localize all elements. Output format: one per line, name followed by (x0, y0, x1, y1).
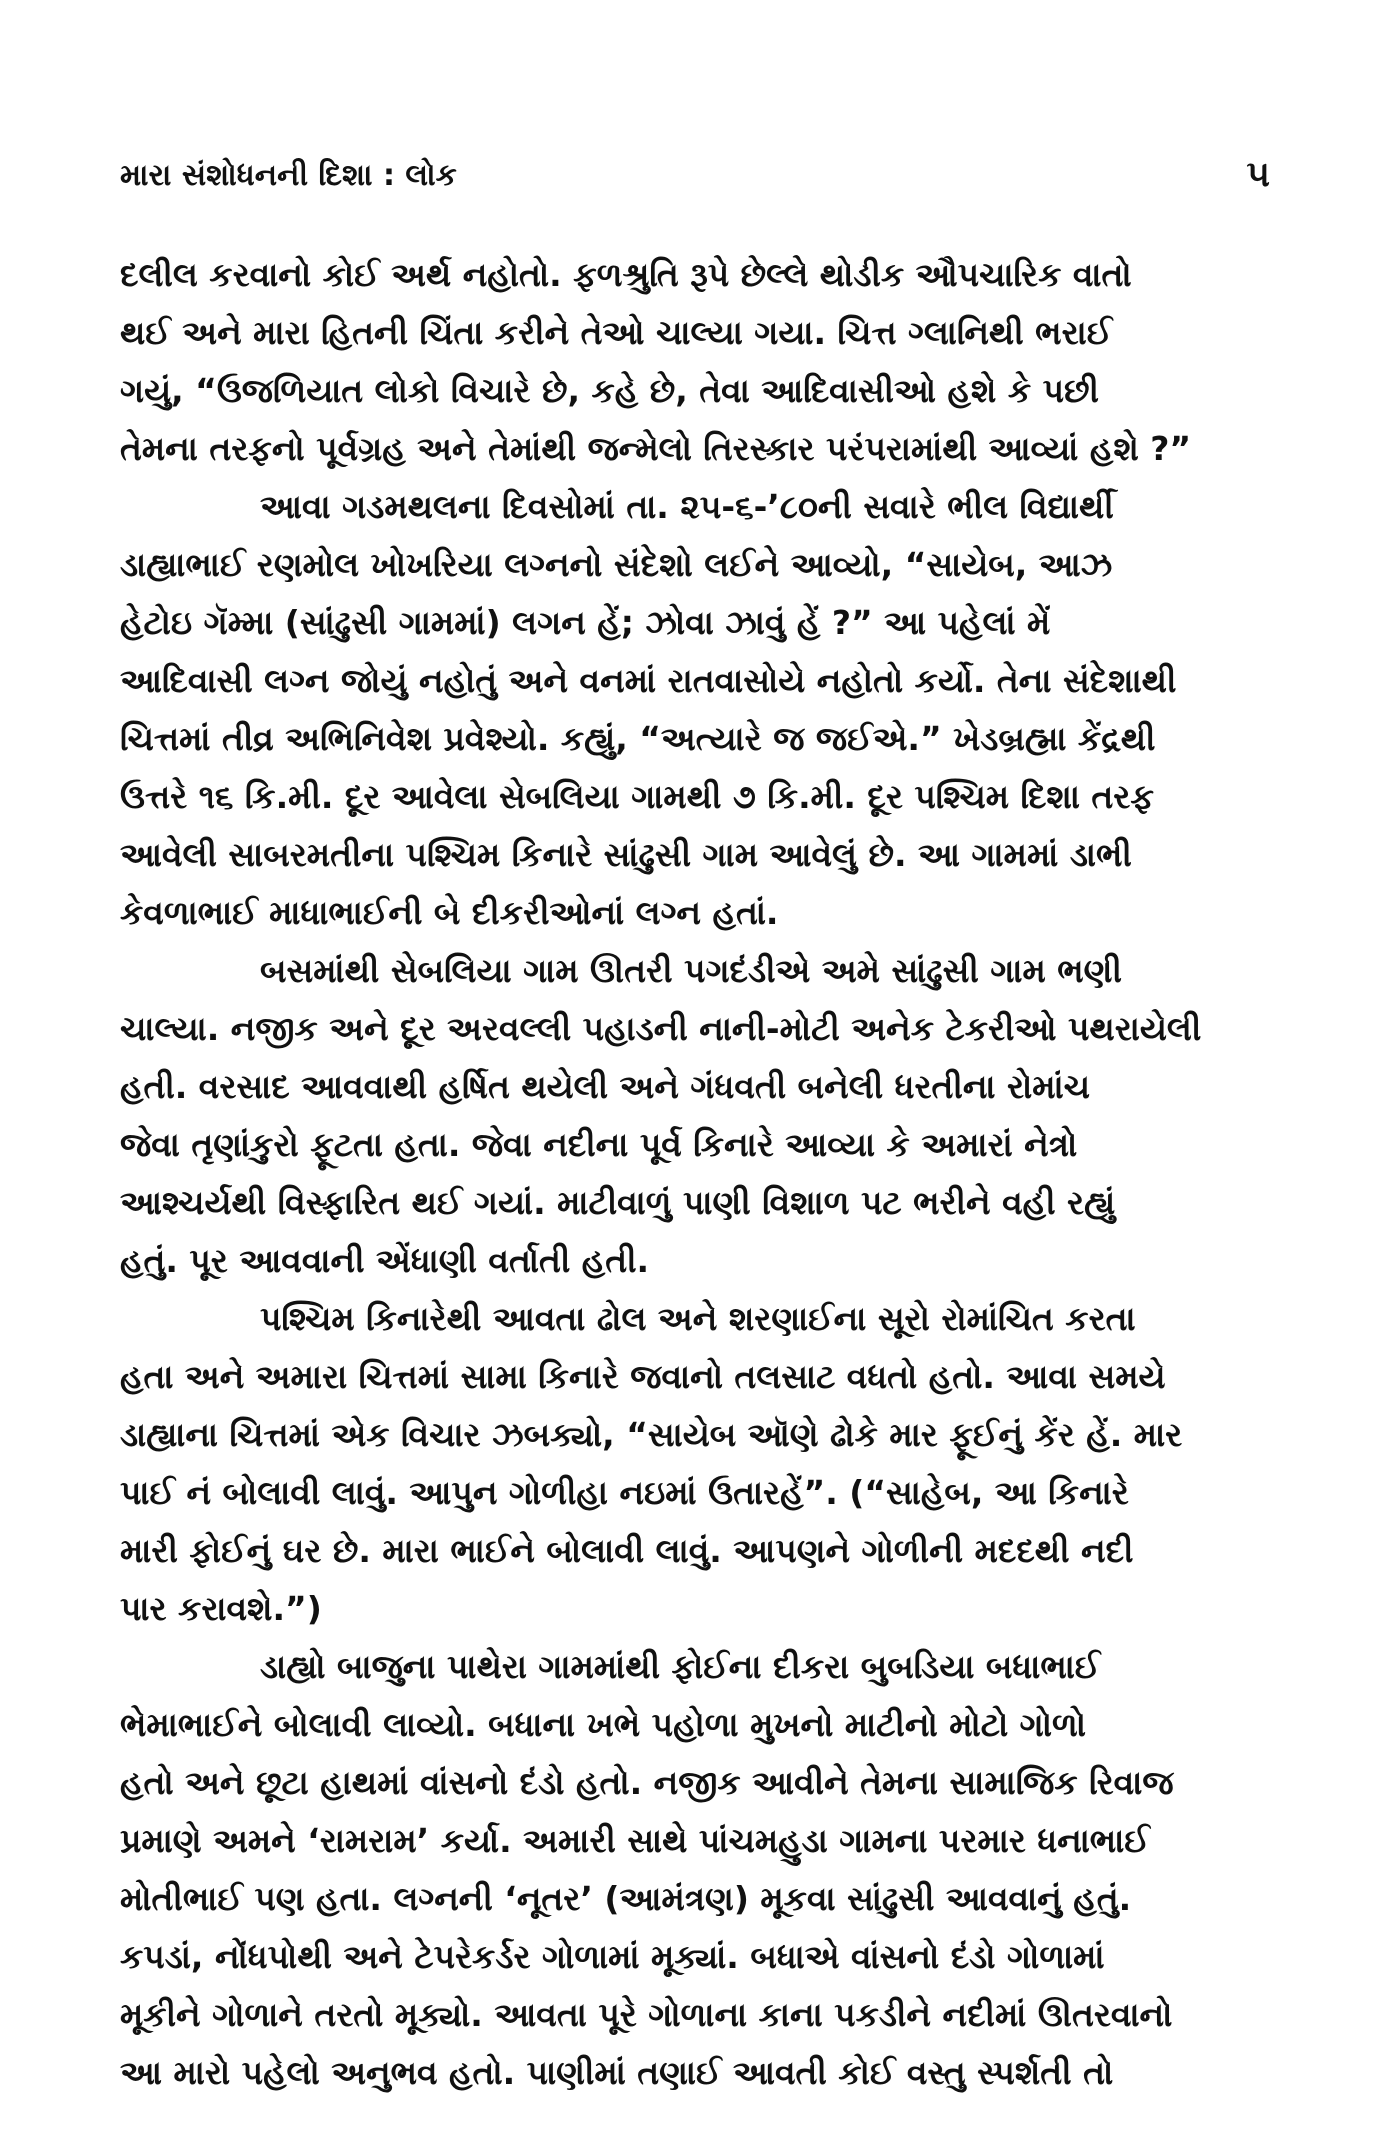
text-line: પ્રમાણે અમને ‘રામરામ’ કર્યા. અમારી સાથે પાંચમહુડા ગામના પરમાર ધનાભાઈ (120, 1821, 1150, 1860)
text-line: ચાલ્યા. નજીક અને દૂર અરવલ્લી પહાડની નાની-મોટી અનેક ટેકરીઓ પથરાયેલી (120, 1009, 1202, 1048)
text-line: ડાહ્યાના ચિત્તમાં એક વિચાર ઝબક્યો, “સાયેબ ઑણે ઢોકે માર ફૂઈનું કેંર હેં. માર (120, 1415, 1183, 1454)
text-line: જેવા તૃણાંકુરો ફૂટતા હતા. જેવા નદીના પૂર્વ કિનારે આવ્યા કે અમારાં નેત્રો (120, 1125, 1078, 1164)
paragraph-first-line: ડાહ્યો બાજુના પાથેરા ગામમાંથી ફોઈના દીકરા બુબડિયા બધાભાઈ (260, 1647, 1101, 1686)
text-line: હતા અને અમારા ચિત્તમાં સામા કિનારે જવાનો તલસાટ વધતો હતો. આવા સમયે (120, 1357, 1166, 1396)
paragraph-first-line: પશ્ચિમ કિનારેથી આવતા ઢોલ અને શરણાઈના સૂરો રોમાંચિત કરતા (260, 1299, 1136, 1338)
text-line: ભેમાભાઈને બોલાવી લાવ્યો. બધાના ખભે પહોળા મુખનો માટીનો મોટો ગોળો (120, 1705, 1087, 1744)
text-line: મોતીભાઈ પણ હતા. લગ્નની ‘નૂતર’ (આમંત્રણ) મૂકવા સાંઢુસી આવવાનું હતું. (120, 1879, 1132, 1918)
text-line: મૂકીને ગોળાને તરતો મૂક્યો. આવતા પૂરે ગોળાના કાના પકડીને નદીમાં ઊતરવાનો (120, 1995, 1173, 2034)
paragraph-first-line: આવા ગડમથલના દિવસોમાં તા. ૨૫-૬-’૮૦ની સવારે ભીલ વિદ્યાર્થી (260, 487, 1114, 526)
paragraph-first-line: બસમાંથી સેબલિયા ગામ ઊતરી પગદંડીએ અમે સાંઢુસી ગામ ભણી (260, 951, 1122, 990)
page-number: ૫ (1246, 154, 1270, 195)
text-line: આ મારો પહેલો અનુભવ હતો. પાણીમાં તણાઈ આવતી કોઈ વસ્તુ સ્પર્શતી તો (120, 2053, 1114, 2092)
text-line: આશ્ચર્યથી વિસ્ફારિત થઈ ગયાં. માટીવાળું પાણી વિશાળ પટ ભરીને વહી રહ્યું (120, 1183, 1116, 1222)
text-line: ચિત્તમાં તીવ્ર અભિનિવેશ પ્રવેશ્યો. કહ્યું, “અત્યારે જ જઈએ.” ખેડબ્રહ્મા કેંદ્રથી (120, 719, 1156, 758)
running-head-title: મારા સંશોધનની દિશા : લોક (120, 158, 457, 193)
text-line: ઉત્તરે ૧૬ કિ.મી. દૂર આવેલા સેબલિયા ગામથી ૭ કિ.મી. દૂર પશ્ચિમ દિશા તરફ (120, 777, 1154, 816)
body-text (120, 246, 1275, 2102)
text-line: ડાહ્યાભાઈ રણમોલ ખોખરિયા લગ્નનો સંદેશો લઈને આવ્યો, “સાયેબ, આઝ (120, 545, 1113, 584)
text-line: કપડાં, નોંધપોથી અને ટેપરેકર્ડર ગોળામાં મૂક્યાં. બધાએ વાંસનો દંડો ગોળામાં (120, 1937, 1105, 1976)
text-line: હેટોઇ ગૅમ્મા (સાંઢુસી ગામમાં) લગન હેં; ઝોવા ઝાવું હેં ?” આ પહેલાં મેં (120, 603, 1051, 642)
text-line: ગયું, “ઉજળિયાત લોકો વિચારે છે, કહે છે, તેવા આદિવાસીઓ હશે કે પછી (120, 371, 1099, 410)
text-line: પાર કરાવશે.”) (120, 1589, 322, 1628)
text-line: હતું. પૂર આવવાની એંધાણી વર્તાતી હતી. (120, 1241, 650, 1280)
text-line: પાઈ નં બોલાવી લાવું. આપુન ગોળીહા નઇમાં ઉતારહેં”. (“સાહેબ, આ કિનારે (120, 1473, 1129, 1512)
text-line: કેવળાભાઈ માધાભાઈની બે દીકરીઓનાં લગ્ન હતાં. (120, 893, 779, 932)
text-line: આવેલી સાબરમતીના પશ્ચિમ કિનારે સાંઢુસી ગામ આવેલું છે. આ ગામમાં ડાભી (120, 835, 1132, 874)
text-line: દલીલ કરવાનો કોઈ અર્થ નહોતો. ફળશ્રુતિ રૂપે છેલ્લે થોડીક ઔપચારિક વાતો (120, 255, 1132, 294)
text-line: તેમના તરફનો પૂર્વગ્રહ અને તેમાંથી જન્મેલો તિરસ્કાર પરંપરામાંથી આવ્યાં હશે ?” (120, 429, 1192, 468)
text-line: હતો અને છૂટા હાથમાં વાંસનો દંડો હતો. નજીક આવીને તેમના સામાજિક રિવાજ (120, 1763, 1174, 1802)
text-line: થઈ અને મારા હિતની ચિંતા કરીને તેઓ ચાલ્યા ગયા. ચિત્ત ગ્લાનિથી ભરાઈ (120, 313, 1113, 352)
text-line: હતી. વરસાદ આવવાથી હર્ષિત થયેલી અને ગંધવતી બનેલી ધરતીના રોમાંચ (120, 1067, 1091, 1106)
text-line: આદિવાસી લગ્ન જોયું નહોતું અને વનમાં રાતવાસોયે નહોતો કર્યો. તેના સંદેશાથી (120, 661, 1177, 700)
text-line: મારી ફોઈનું ઘર છે. મારા ભાઈને બોલાવી લાવું. આપણને ગોળીની મદદથી નદી (120, 1531, 1134, 1570)
running-header (120, 150, 1270, 210)
